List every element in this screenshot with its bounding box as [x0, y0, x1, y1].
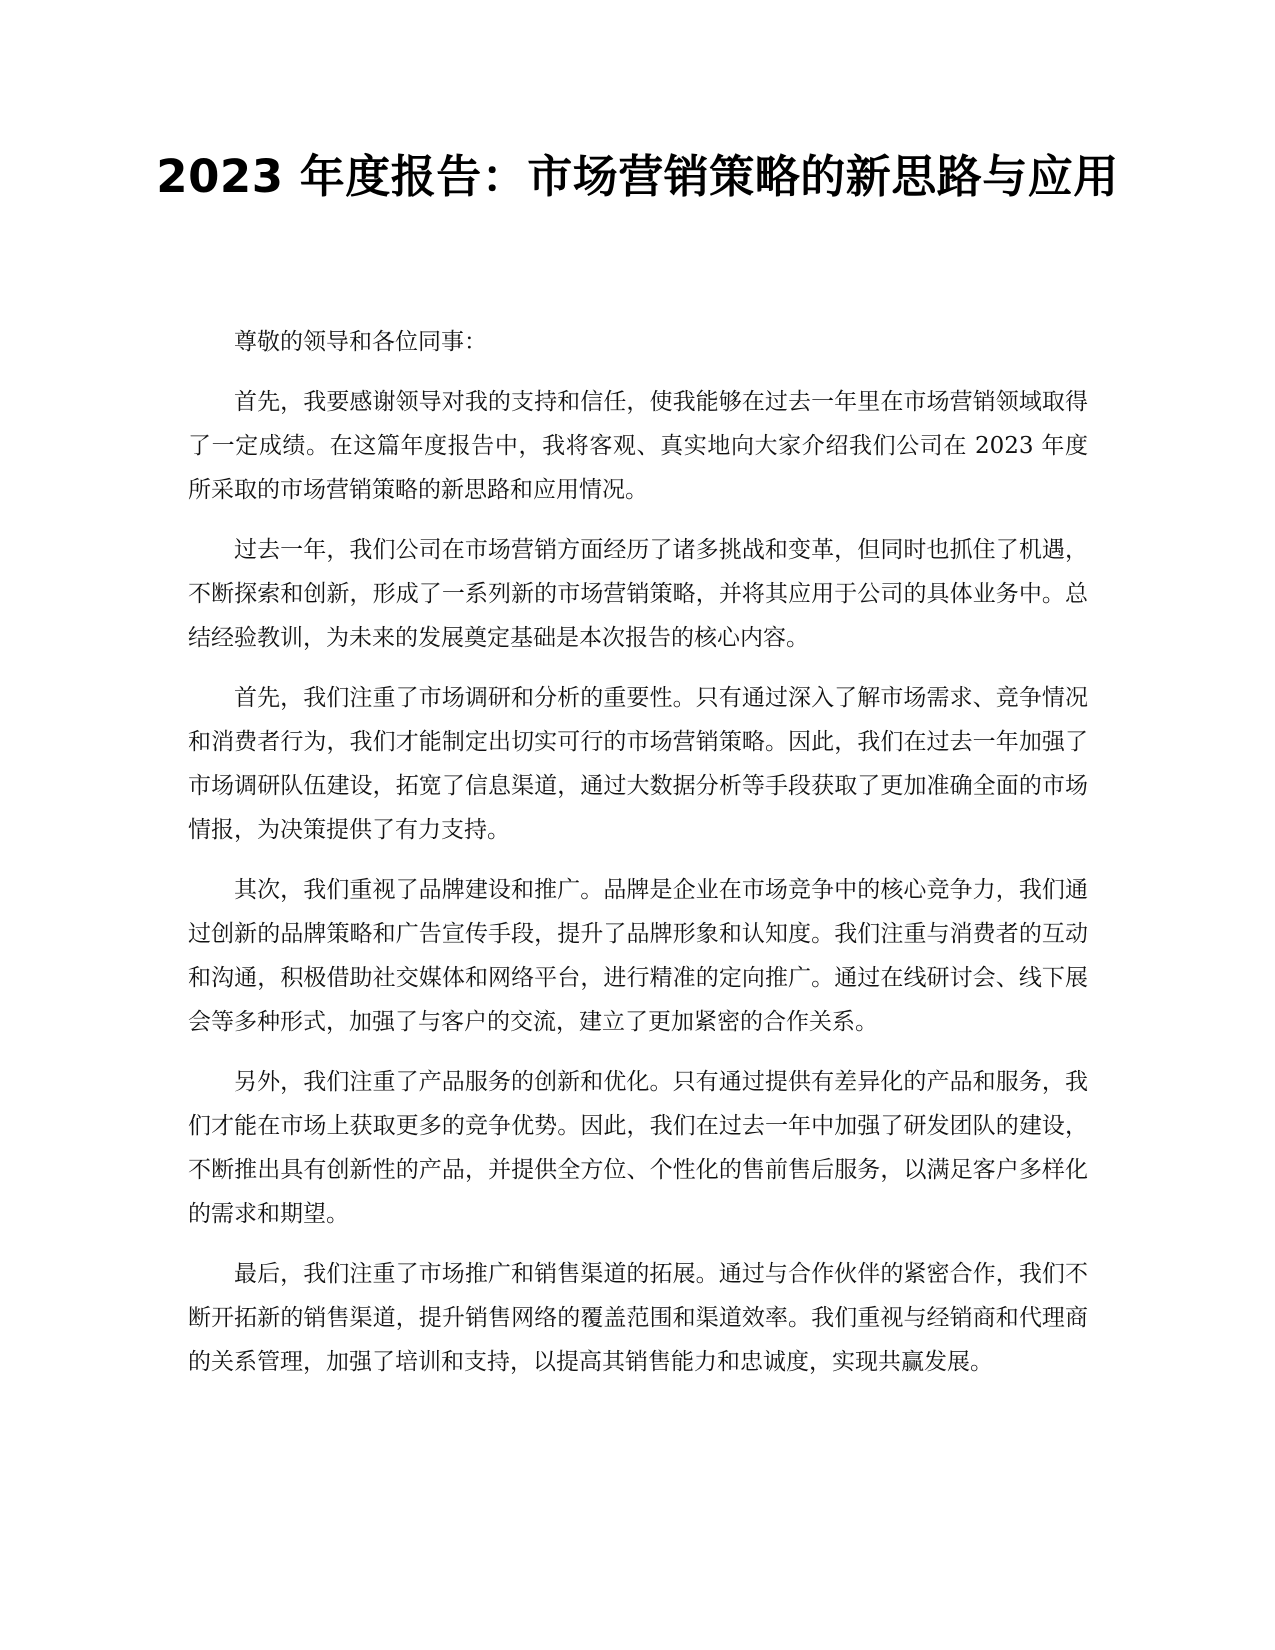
- paragraph-introduction: 首先，我要感谢领导对我的支持和信任，使我能够在过去一年里在市场营销领域取得了一定成绩。在这篇年度报告中，我将客观、真实地向大家介绍我们公司在 2023 年度所采取的市场营销策略的新思路和应用情况。: [188, 389, 1088, 503]
- paragraph-market-research: 首先，我们注重了市场调研和分析的重要性。只有通过深入了解市场需求、竞争情况和消费者行为，我们才能制定出切实可行的市场营销策略。因此，我们在过去一年加强了市场调研队伍建设，拓宽了信息渠道，通过大数据分析等手段获取了更加准确全面的市场情报，为决策提供了有力支持。: [188, 685, 1088, 843]
- document-body: [188, 320, 1088, 1400]
- paragraph-overview: 过去一年，我们公司在市场营销方面经历了诸多挑战和变革，但同时也抓住了机遇，不断探索和创新，形成了一系列新的市场营销策略，并将其应用于公司的具体业务中。总结经验教训，为未来的发展奠定基础是本次报告的核心内容。: [188, 537, 1088, 651]
- paragraph-brand-building: 其次，我们重视了品牌建设和推广。品牌是企业在市场竞争中的核心竞争力，我们通过创新的品牌策略和广告宣传手段，提升了品牌形象和认知度。我们注重与消费者的互动和沟通，积极借助社交媒体和网络平台，进行精准的定向推广。通过在线研讨会、线下展会等多种形式，加强了与客户的交流，建立了更加紧密的合作关系。: [188, 877, 1088, 1035]
- paragraph-sales-channels: 最后，我们注重了市场推广和销售渠道的拓展。通过与合作伙伴的紧密合作，我们不断开拓新的销售渠道，提升销售网络的覆盖范围和渠道效率。我们重视与经销商和代理商的关系管理，加强了培训和支持，以提高其销售能力和忠诚度，实现共赢发展。: [188, 1261, 1088, 1375]
- paragraph-salutation: 尊敬的领导和各位同事：: [234, 329, 487, 355]
- document-title: 2023 年度报告：市场营销策略的新思路与应用: [156, 150, 1119, 203]
- paragraph-product-service: 另外，我们注重了产品服务的创新和优化。只有通过提供有差异化的产品和服务，我们才能在市场上获取更多的竞争优势。因此，我们在过去一年中加强了研发团队的建设，不断推出具有创新性的产品，并提供全方位、个性化的售前售后服务，以满足客户多样化的需求和期望。: [188, 1069, 1088, 1227]
